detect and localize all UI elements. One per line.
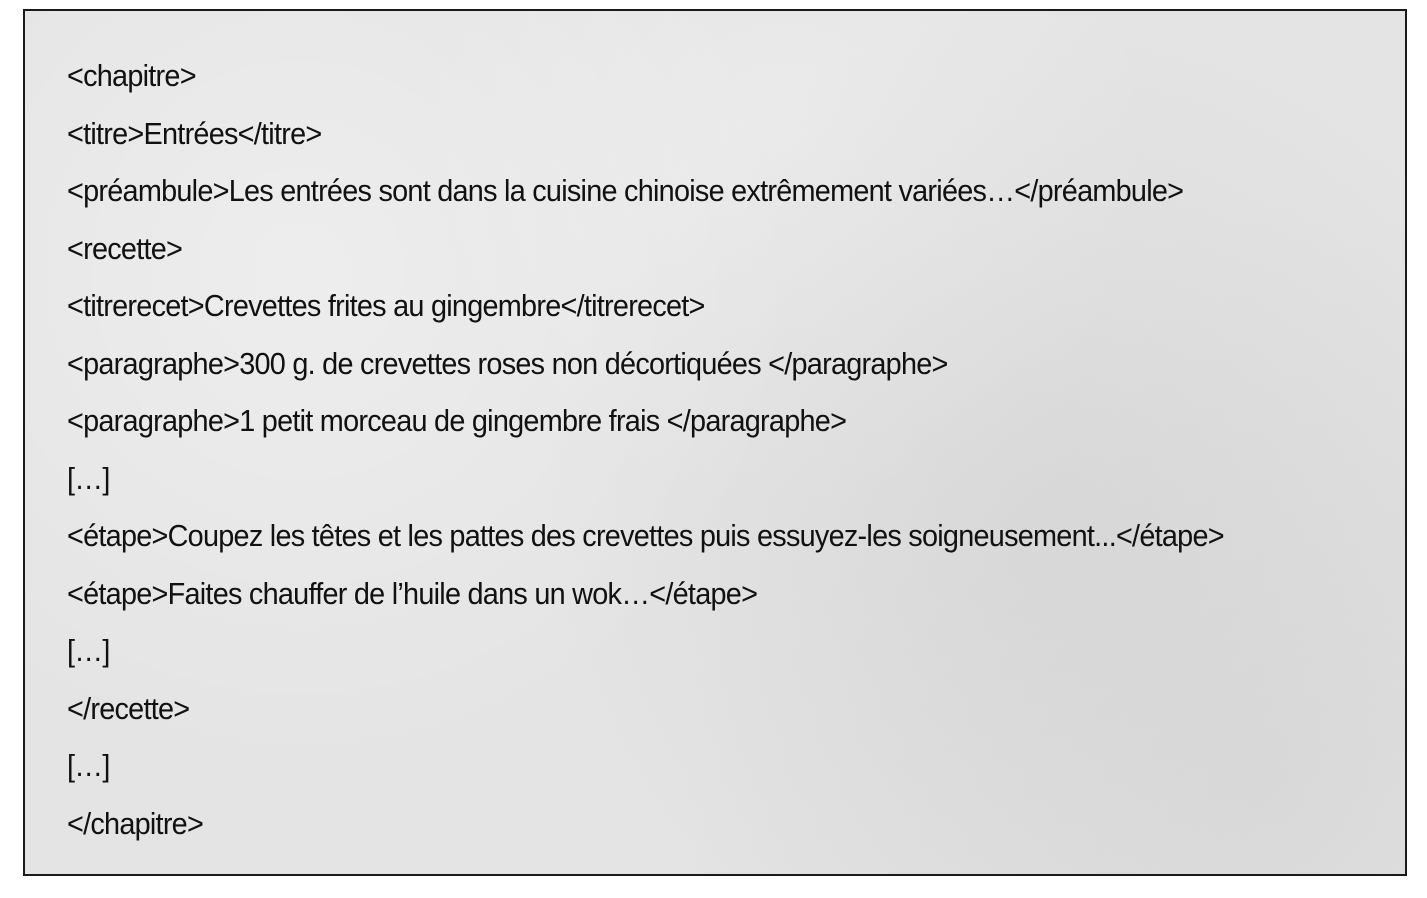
code-line-etape-2: <étape>Faites chauffer de l’huile dans un wok…</étape> [67, 575, 758, 611]
code-line-preambule: <préambule>Les entrées sont dans la cuisine chinoise extrêmement variées…</préambule> [67, 173, 1184, 208]
code-line-chapitre-open: <chapitre> [67, 58, 196, 93]
code-line-ellipsis-2: […] [67, 633, 110, 668]
code-line-titrerecet: <titrerecet>Crevettes frites au gingembre</titrerecet> [67, 288, 705, 323]
code-line-ellipsis-3: […] [67, 748, 110, 783]
xml-example-box [23, 9, 1407, 876]
code-line-recette-open: <recette> [67, 230, 183, 266]
code-line-paragraphe-2: <paragraphe>1 petit morceau de gingembre frais </paragraphe> [67, 403, 847, 438]
code-line-etape-1: <étape>Coupez les têtes et les pattes des crevettes puis essuyez-les soigneusement...</étape> [67, 518, 1224, 553]
code-line-paragraphe-1: <paragraphe>300 g. de crevettes roses non décortiquées </paragraphe> [67, 345, 948, 381]
code-line-titre: <titre>Entrées</titre> [67, 115, 322, 151]
xml-code-listing [67, 47, 1311, 852]
code-line-chapitre-close: </chapitre> [67, 805, 204, 841]
code-line-ellipsis-1: […] [67, 460, 110, 496]
code-line-recette-close: </recette> [67, 690, 190, 726]
